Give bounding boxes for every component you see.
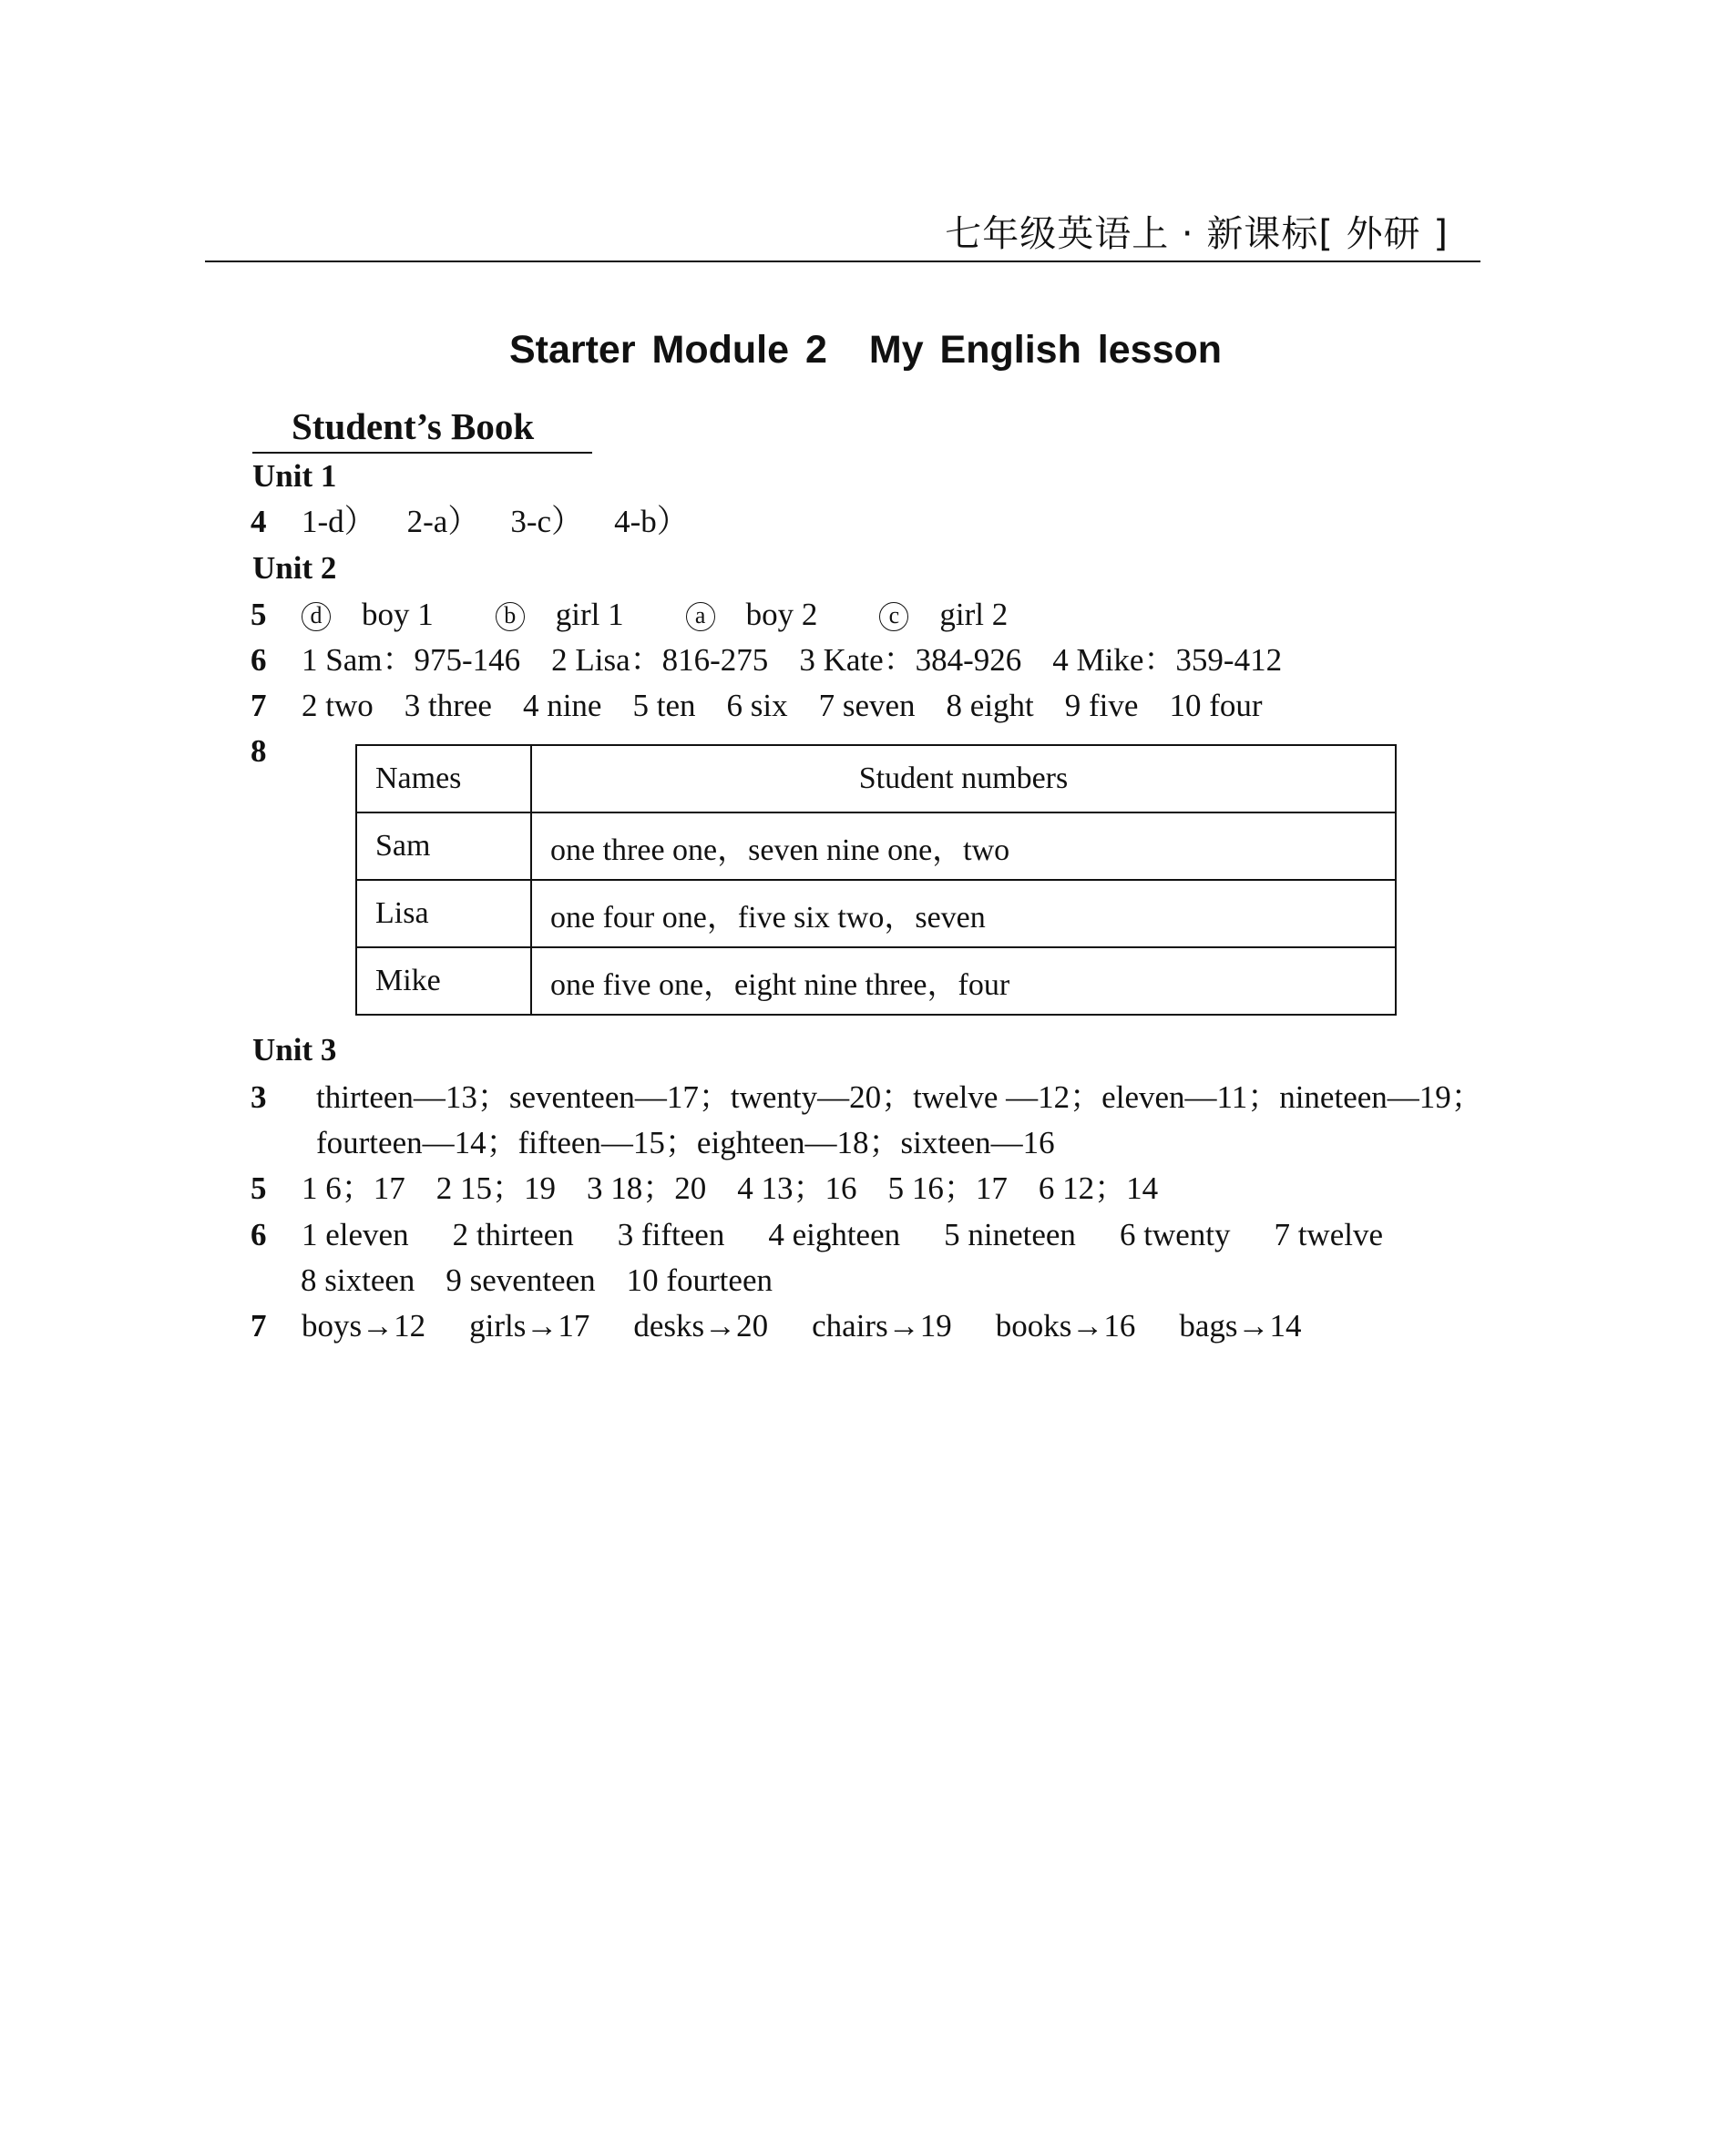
table-cell: Lisa [356, 880, 531, 947]
table-cell: one five one，eight nine three，four [531, 947, 1396, 1015]
page-title [0, 328, 1731, 373]
student-numbers-table [355, 744, 1397, 1016]
answer [686, 597, 849, 632]
table-header-cell: Student numbers [531, 745, 1396, 812]
answer: 7 seven [818, 688, 916, 723]
exercise-number: 7 [251, 1308, 267, 1344]
answer: 2 two [302, 688, 374, 723]
answer: girls→17 [469, 1308, 590, 1344]
circled-letter: b [496, 602, 525, 631]
table-row [356, 812, 1396, 880]
answer: 6 12；14 [1038, 1170, 1159, 1206]
exercise-number: 5 [251, 597, 267, 632]
answer-text: boy 1 [362, 597, 434, 632]
section-underline [252, 452, 592, 454]
table-header-cell: Names [356, 745, 531, 812]
circled-letter: a [686, 602, 715, 631]
exercise-number: 6 [251, 1217, 267, 1252]
answer [496, 597, 655, 632]
answer: 1 6；17 [302, 1170, 405, 1206]
answer: chairs→19 [812, 1308, 952, 1344]
section-heading: Student’s Book [292, 405, 535, 447]
table-cell: Mike [356, 947, 531, 1015]
answer-text: boy 2 [745, 597, 818, 632]
answer: 10 fourteen [626, 1262, 773, 1298]
answer: 4-b） [614, 504, 689, 539]
answer: 1-d） [302, 504, 376, 539]
answer: 3-c） [510, 504, 584, 539]
answers [302, 685, 1294, 727]
unit1-label: Unit 1 [252, 458, 337, 494]
exercise-number: 8 [251, 733, 267, 769]
answer: 2 thirteen [452, 1217, 574, 1252]
answer: 2 15；19 [435, 1170, 557, 1206]
page-header [205, 208, 1480, 262]
answer-text: girl 1 [555, 597, 624, 632]
answer: 3 three [404, 688, 492, 723]
answer: 5 nineteen [944, 1217, 1076, 1252]
unit3-ex3-line2: fourteen—14；fifteen—15；eighteen—18；sixteen—16 [316, 1125, 1055, 1160]
header-text: 七年级英语上 · 新课标[ 外研 ] [945, 213, 1449, 255]
answer: 1 Sam：975-146 [302, 642, 521, 678]
answer: 4 13；16 [737, 1170, 857, 1206]
answer: 1 eleven [302, 1217, 409, 1252]
answers [302, 639, 1313, 681]
answer: 3 Kate：384-926 [799, 642, 1022, 678]
answer: 3 fifteen [617, 1217, 725, 1252]
answer: bags→14 [1179, 1308, 1302, 1344]
answer: 4 nine [522, 688, 602, 723]
answers [302, 1168, 1189, 1210]
exercise-number: 4 [251, 504, 267, 539]
answer-line: thirteen—13；seventeen—17；twenty—20；twelve —12；eleven—11；nineteen—19； [316, 1079, 1483, 1115]
answers [302, 1305, 1346, 1347]
answer: boys→12 [302, 1308, 426, 1344]
unit3-ex6-line2 [301, 1260, 773, 1302]
answer: 2-a） [406, 504, 480, 539]
answer [879, 597, 1039, 632]
table-row [356, 947, 1396, 1015]
exercise-number: 7 [251, 688, 267, 723]
unit2-label: Unit 2 [252, 550, 337, 586]
title-module: Starter Module 2 [508, 328, 827, 372]
answer: 6 twenty [1119, 1217, 1231, 1252]
answer: 7 twelve [1274, 1217, 1383, 1252]
answers [302, 594, 1070, 636]
answer: 3 18；20 [587, 1170, 707, 1206]
answer [302, 597, 465, 632]
table-cell: Sam [356, 812, 531, 880]
exercise-number: 6 [251, 642, 267, 678]
answer: 5 ten [632, 688, 696, 723]
answer: 8 sixteen [301, 1262, 415, 1298]
answer-text: girl 2 [939, 597, 1009, 632]
title-lesson: My English lesson [868, 328, 1223, 372]
answer: 4 Mike：359-412 [1052, 642, 1283, 678]
answer: desks→20 [633, 1308, 769, 1344]
answer: books→16 [995, 1308, 1136, 1344]
unit3-label: Unit 3 [252, 1032, 337, 1068]
answers [302, 501, 720, 543]
answer: 5 16；17 [887, 1170, 1008, 1206]
answer: 2 Lisa：816-275 [551, 642, 769, 678]
answer: 8 eight [946, 688, 1034, 723]
exercise-number: 3 [251, 1079, 267, 1115]
table-row [356, 880, 1396, 947]
table-cell: one four one，five six two，seven [531, 880, 1396, 947]
circled-letter: c [879, 602, 908, 631]
answers [302, 1214, 1427, 1256]
answer: 6 six [726, 688, 788, 723]
circled-letter: d [302, 602, 331, 631]
table-cell: one three one，seven nine one，two [531, 812, 1396, 880]
answer: 9 seventeen [446, 1262, 596, 1298]
table-header-row [356, 745, 1396, 812]
answer: 4 eighteen [768, 1217, 901, 1252]
exercise-number: 5 [251, 1170, 267, 1206]
answer: 9 five [1064, 688, 1139, 723]
answer: 10 four [1169, 688, 1263, 723]
